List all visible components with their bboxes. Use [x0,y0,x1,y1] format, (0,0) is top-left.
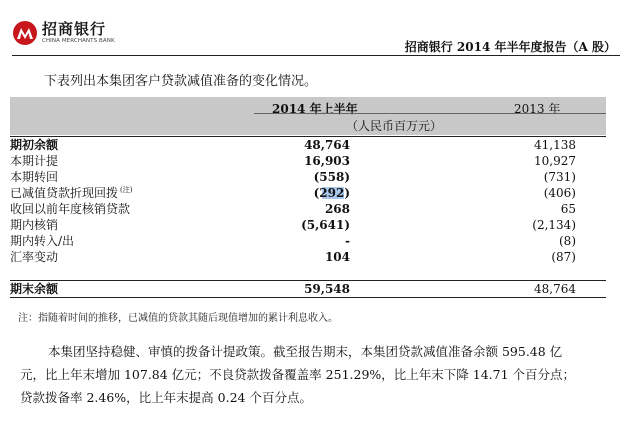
row-label: 期内转入/出 [10,234,75,248]
value-2014h1: (292) [313,186,350,200]
intro-text: 下表列出本集团客户贷款减值准备的变化情况。 [44,74,318,89]
value-2013: 10,927 [534,154,576,168]
body-paragraph [20,340,618,409]
column-header-2013: 2013 年 [514,102,561,116]
column-header-2014h1: 2014 年上半年 [272,102,358,116]
table-row [10,153,606,169]
value-2013: (8) [559,234,576,248]
bank-logo [12,20,115,46]
paragraph-line: 本集团坚持稳健、审慎的拨备计提政策。截至报告期末，本集团贷款减值准备余额 595.48 亿 [48,344,563,359]
value-2013: 41,138 [534,138,576,152]
cmb-logo-icon [12,20,38,46]
page-header [0,0,640,60]
row-label: 已减值贷款折现回拨 [10,186,119,200]
table-row [10,137,606,153]
paragraph-line: 元，比上年末增加 107.84 亿元；不良贷款拨备覆盖率 251.29%，比上年末下降 14.71 个百分点； [20,367,576,382]
logo-english-name: CHINA MERCHANTS BANK [42,38,115,44]
footnote: 注：指随着时间的推移，已减值的贷款其随后现值增加的累计利息收入。 [18,313,338,324]
table-row [10,169,606,185]
value-2013: (2,134) [532,218,576,232]
table-bottom-rule [10,297,606,298]
table-row [10,233,606,249]
row-label: 收回以前年度核销贷款 [10,202,131,216]
row-label: 期初余额 [10,138,59,152]
table-row: 已减值贷款折现回拨 (注) (292) (406) [10,186,576,200]
value-2014h1: 48,764 [304,138,350,152]
report-title: 招商银行 2014 年半年度报告（A 股） [404,40,616,54]
table-row [10,217,606,233]
value-2013: (87) [551,250,576,264]
value-2014h1: 104 [324,250,350,264]
row-label: 汇率变动 [10,250,59,264]
value-2014h1: (558) [313,170,350,184]
value-2014h1: 16,903 [304,154,350,168]
value-2014h1: - [345,234,350,248]
value-2013: (406) [543,186,576,200]
row-label: 期内核销 [10,218,59,232]
logo-chinese-name: 招商银行 [42,20,107,38]
value-2013: 48,764 [534,282,576,296]
row-label: 本期计提 [10,154,59,168]
value-2013: 65 [560,202,576,216]
total-top-rule [10,280,606,281]
header-divider [12,55,620,56]
unit-label: （人民币百万元） [346,119,443,133]
row-label: 本期转回 [10,170,59,184]
value-2014h1: 59,548 [304,282,350,296]
row-label: 期末余额 [10,282,59,296]
table-row [10,281,606,297]
table-row [10,201,606,217]
paragraph-line: 贷款拨备率 2.46%，比上年末提高 0.24 个百分点。 [20,390,312,405]
value-2013: (731) [543,170,576,184]
value-2014h1: 268 [324,202,350,216]
header-underline [254,113,606,114]
table-row [10,249,606,265]
value-2014h1: (5,641) [301,218,350,232]
